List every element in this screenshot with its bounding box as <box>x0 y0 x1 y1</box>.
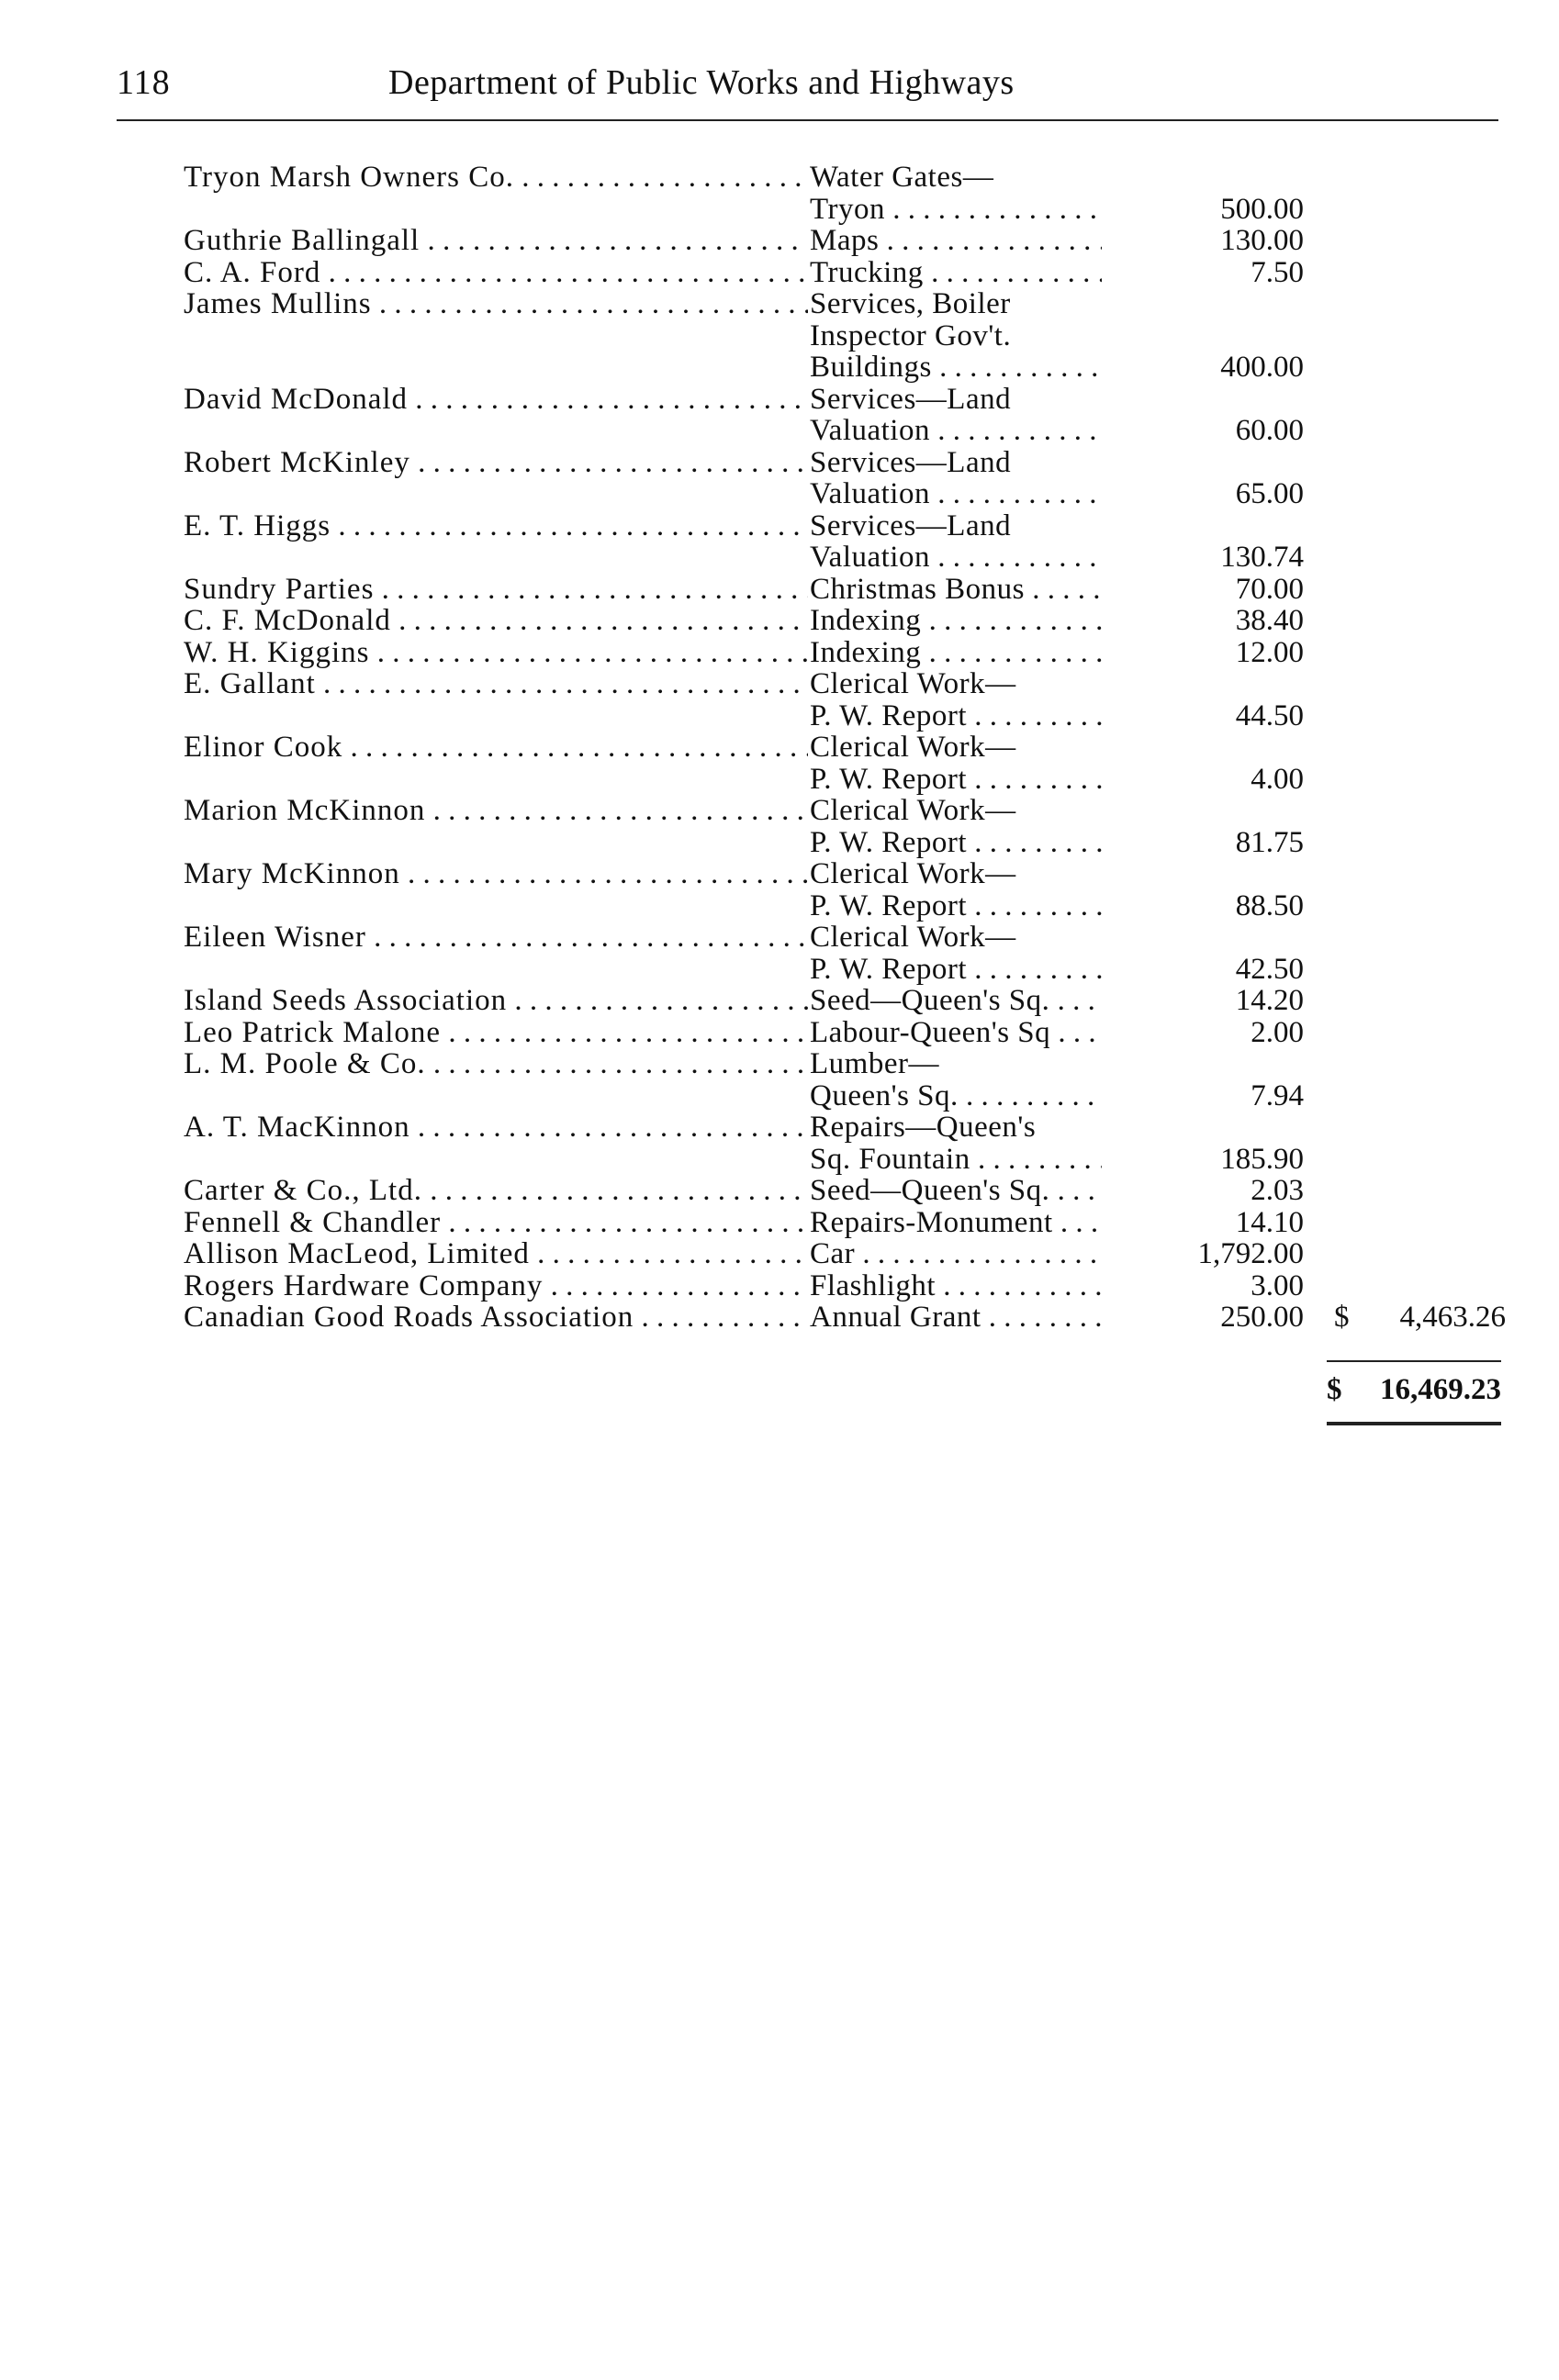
payee-name: W. H. Kiggins . . . <box>184 637 808 669</box>
ledger-line <box>184 827 1506 859</box>
payee-name: Rogers Hardware Company . . . <box>184 1270 808 1302</box>
ledger-entry <box>184 985 1506 1017</box>
ledger-entry <box>184 574 1506 606</box>
payment-description: Clerical Work— <box>810 921 1016 954</box>
payee-name: Eileen Wisner . . . <box>184 922 808 954</box>
page-number: 118 <box>117 63 171 102</box>
payment-description: Clerical Work— <box>810 731 1016 764</box>
ledger-line <box>184 162 1506 194</box>
subtotal-currency: $ <box>1334 1301 1350 1334</box>
ledger-line <box>184 954 1506 986</box>
ledger-line <box>184 320 1506 352</box>
total-rule-bottom <box>1327 1422 1501 1425</box>
payment-description: Annual Grant . . . <box>810 1302 1296 1334</box>
ledger-line <box>184 1048 1506 1080</box>
payment-description: Car . . . <box>810 1238 1296 1270</box>
ledger-line <box>184 1017 1506 1049</box>
ledger-entry <box>184 1270 1506 1302</box>
payment-amount: 2.00 <box>1102 1017 1304 1049</box>
ledger-entry <box>184 1207 1506 1239</box>
payee-name: Marion McKinnon . . . <box>184 795 808 827</box>
payment-amount: 42.50 <box>1102 954 1304 986</box>
payment-amount: 14.10 <box>1102 1207 1304 1239</box>
payment-amount: 130.74 <box>1102 542 1304 574</box>
payee-name: Sundry Parties . . . <box>184 574 808 606</box>
payment-amount: 4.00 <box>1102 764 1304 796</box>
payment-amount: 3.00 <box>1102 1270 1304 1302</box>
payee-name: David McDonald . . . <box>184 384 808 416</box>
ledger-line <box>184 384 1506 416</box>
payment-description: Services—Land <box>810 445 1012 479</box>
payment-amount: 400.00 <box>1102 352 1304 384</box>
payment-description: Valuation . . . <box>810 478 1296 510</box>
ledger-line <box>184 1270 1506 1302</box>
ledger-line <box>184 605 1506 637</box>
payment-description: Valuation . . . <box>810 542 1296 574</box>
page-title: Department of Public Works and Highways <box>388 63 1015 102</box>
payment-description: Tryon . . . <box>810 194 1296 226</box>
ledger-entry <box>184 1175 1506 1207</box>
ledger-entry <box>184 795 1506 858</box>
ledger-line <box>184 574 1506 606</box>
ledger-line <box>184 1175 1506 1207</box>
ledger-entry <box>184 922 1506 985</box>
ledger-line <box>184 542 1506 574</box>
payment-description: Inspector Gov't. <box>810 318 1012 352</box>
ledger-entry <box>184 162 1506 225</box>
ledger-entry <box>184 858 1506 922</box>
ledger-line <box>184 732 1506 764</box>
header-rule <box>117 119 1498 121</box>
payment-description: Indexing . . . <box>810 637 1296 669</box>
ledger-entry <box>184 637 1506 669</box>
ledger-entry <box>184 605 1506 637</box>
payment-description: Services—Land <box>810 508 1012 542</box>
payment-amount: 500.00 <box>1102 194 1304 226</box>
payment-description: Buildings . . . <box>810 352 1296 384</box>
ledger-entry <box>184 668 1506 732</box>
grand-total-currency: $ <box>1327 1373 1342 1406</box>
ledger-entry <box>184 732 1506 795</box>
payment-description: Water Gates— <box>810 161 994 194</box>
payment-amount: 38.40 <box>1102 605 1304 637</box>
payee-name: Fennell & Chandler . . . <box>184 1207 808 1239</box>
ledger-line <box>184 510 1506 542</box>
payee-name: Tryon Marsh Owners Co. . . . <box>184 162 808 194</box>
payment-description: Repairs—Queen's <box>810 1111 1037 1144</box>
payee-name: Elinor Cook . . . <box>184 732 808 764</box>
ledger-line <box>184 194 1506 226</box>
payment-amount: 7.50 <box>1102 257 1304 289</box>
payment-description: Flashlight . . . <box>810 1270 1296 1302</box>
payment-description: Sq. Fountain . . . <box>810 1144 1296 1176</box>
payment-amount: 14.20 <box>1102 985 1304 1017</box>
payment-amount: 130.00 <box>1102 225 1304 257</box>
ledger-table <box>184 162 1506 1334</box>
payment-description: Services, Boiler <box>810 287 1011 320</box>
payment-description: P. W. Report . . . <box>810 890 1296 922</box>
payment-description: Trucking . . . <box>810 257 1296 289</box>
payment-description: Queen's Sq. . . . <box>810 1080 1296 1112</box>
payment-amount: 185.90 <box>1102 1144 1304 1176</box>
payment-description: Indexing . . . <box>810 605 1296 637</box>
payment-description: Maps . . . <box>810 225 1296 257</box>
payment-amount: 70.00 <box>1102 574 1304 606</box>
ledger-line <box>184 700 1506 732</box>
subtotal-value: 4,463.26 <box>1399 1301 1506 1334</box>
payee-name: C. F. McDonald . . . <box>184 605 808 637</box>
ledger-line <box>184 1238 1506 1270</box>
payee-name: E. Gallant . . . <box>184 668 808 700</box>
payment-description: P. W. Report . . . <box>810 827 1296 859</box>
ledger-line <box>184 352 1506 384</box>
ledger-entry <box>184 1048 1506 1112</box>
ledger-line <box>184 922 1506 954</box>
ledger-entry <box>184 447 1506 510</box>
payment-amount: 65.00 <box>1102 478 1304 510</box>
ledger-entry <box>184 1112 1506 1175</box>
payee-name: A. T. MacKinnon . . . <box>184 1112 808 1144</box>
payee-name: L. M. Poole & Co. . . . <box>184 1048 808 1080</box>
ledger-line <box>184 257 1506 289</box>
payee-name: James Mullins . . . <box>184 288 808 320</box>
payment-amount: 88.50 <box>1102 890 1304 922</box>
payment-description: P. W. Report . . . <box>810 764 1296 796</box>
ledger-line <box>184 478 1506 510</box>
ledger-entry <box>184 510 1506 574</box>
ledger-line <box>184 447 1506 479</box>
ledger-line <box>184 1207 1506 1239</box>
payment-description: P. W. Report . . . <box>810 700 1296 732</box>
ledger-entry <box>184 1238 1506 1270</box>
total-rule-top <box>1327 1360 1501 1362</box>
payment-amount: 2.03 <box>1102 1175 1304 1207</box>
payee-name: Allison MacLeod, Limited . . . <box>184 1238 808 1270</box>
ledger-line <box>184 288 1506 320</box>
ledger-line <box>184 225 1506 257</box>
payee-name: Robert McKinley . . . <box>184 447 808 479</box>
payee-name: Island Seeds Association . . . <box>184 985 808 1017</box>
payment-description: Valuation . . . <box>810 415 1296 447</box>
payee-name: Leo Patrick Malone . . . <box>184 1017 808 1049</box>
payee-name: E. T. Higgs . . . <box>184 510 808 542</box>
payment-description: Lumber— <box>810 1047 939 1080</box>
ledger-entry <box>184 384 1506 447</box>
ledger-line <box>184 1302 1506 1334</box>
payment-amount: 250.00 <box>1102 1302 1304 1334</box>
payment-amount: 12.00 <box>1102 637 1304 669</box>
ledger-line <box>184 764 1506 796</box>
ledger-entry <box>184 225 1506 257</box>
ledger-entry <box>184 1017 1506 1049</box>
payment-amount: 44.50 <box>1102 700 1304 732</box>
payee-name: Guthrie Ballingall . . . <box>184 225 808 257</box>
ledger-line <box>184 1144 1506 1176</box>
payment-amount: 60.00 <box>1102 415 1304 447</box>
payment-description: P. W. Report . . . <box>810 954 1296 986</box>
payment-description: Clerical Work— <box>810 857 1016 890</box>
ledger-entry <box>184 257 1506 289</box>
ledger-line <box>184 890 1506 922</box>
payee-name: Carter & Co., Ltd. . . . <box>184 1175 808 1207</box>
ledger-entry <box>184 1302 1506 1334</box>
payment-description: Clerical Work— <box>810 667 1016 700</box>
payment-description: Christmas Bonus . . . <box>810 574 1296 606</box>
payment-amount: 81.75 <box>1102 827 1304 859</box>
payment-amount: 1,792.00 <box>1102 1238 1304 1270</box>
payee-name: Canadian Good Roads Association . . . <box>184 1302 808 1334</box>
grand-total-value: 16,469.23 <box>1380 1373 1501 1406</box>
payee-name: C. A. Ford . . . <box>184 257 808 289</box>
ledger-line <box>184 795 1506 827</box>
payment-description: Repairs-Monument . . . <box>810 1207 1296 1239</box>
payment-description: Services—Land <box>810 382 1012 416</box>
payee-name: Mary McKinnon . . . <box>184 858 808 890</box>
payment-description: Clerical Work— <box>810 794 1016 827</box>
payment-description: Labour-Queen's Sq . . . <box>810 1017 1296 1049</box>
ledger-line <box>184 985 1506 1017</box>
ledger-line <box>184 858 1506 890</box>
ledger-line <box>184 1112 1506 1144</box>
page-header <box>117 55 1498 110</box>
ledger-entry <box>184 288 1506 384</box>
payment-description: Seed—Queen's Sq. . . . <box>810 1175 1296 1207</box>
ledger-line <box>184 1080 1506 1112</box>
payment-amount: 7.94 <box>1102 1080 1304 1112</box>
ledger-line <box>184 415 1506 447</box>
ledger-line <box>184 637 1506 669</box>
ledger-line <box>184 668 1506 700</box>
payment-description: Seed—Queen's Sq. . . . <box>810 985 1296 1017</box>
